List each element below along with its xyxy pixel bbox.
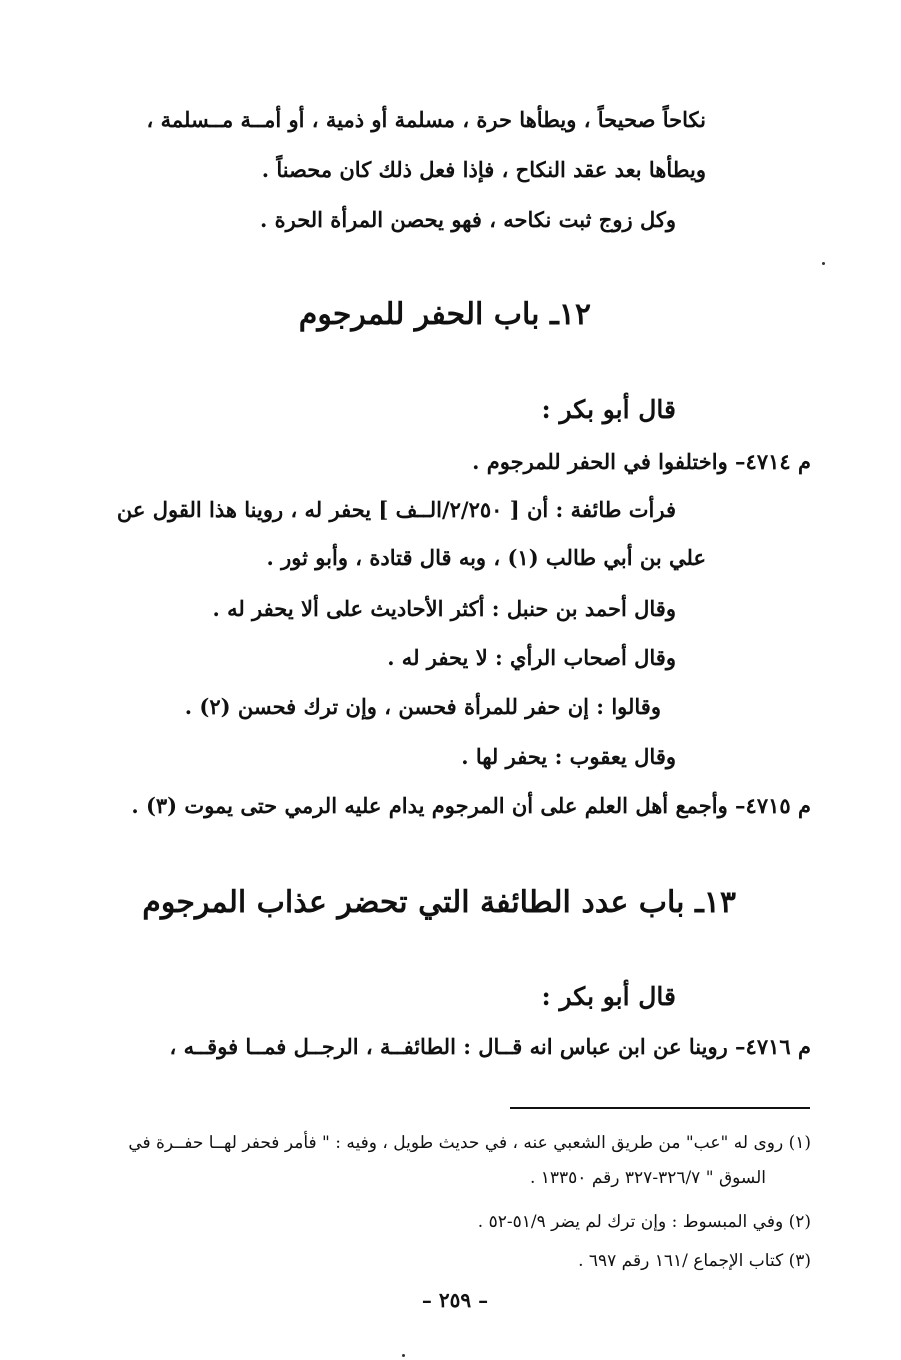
s12-line-5: وقال أصحاب الرأي : لا يحفر له .: [387, 645, 676, 670]
speaker-label-13: قال أبو بكر :: [541, 982, 676, 1011]
footnote-2: (٢) وفي المبسوط : وإن ترك لم يضر ٥١/٩-٥٢ .: [477, 1212, 811, 1232]
footnote-1-line-1: (١) روى له "عب" من طريق الشعبي عنه ، في حديث طويل ، وفيه : " فأمر فحفر لهــا حفــرة في: [128, 1133, 811, 1153]
s12-line-4: وقال أحمد بن حنبل : أكثر الأحاديث على ألا يحفر له .: [212, 596, 676, 621]
scan-speck: [822, 262, 825, 265]
section-heading-13: ١٣ـ باب عدد الطائفة التي تحضر عذاب المرجوم: [142, 885, 736, 920]
body-line-3: وكل زوج ثبت نكاحه ، فهو يحصن المرأة الحرة .: [260, 207, 676, 232]
s13-line-1: م ٤٧١٦– روينا عن ابن عباس انه قــال : الطائفــة ، الرجــل فمــا فوقــه ،: [169, 1034, 811, 1059]
footnote-separator: [510, 1107, 810, 1109]
footnote-3: (٣) كتاب الإجماع /١٦١ رقم ٦٩٧ .: [578, 1251, 811, 1271]
s12-line-1: م ٤٧١٤– واختلفوا في الحفر للمرجوم .: [472, 449, 811, 474]
s12-line-3: علي بن أبي طالب (١) ، وبه قال قتادة ، وأبو ثور .: [266, 545, 706, 570]
speaker-label-12: قال أبو بكر :: [541, 395, 676, 424]
footnote-1-line-2: السوق " ٣٢٦/٧-٣٢٧ رقم ١٣٣٥٠ .: [529, 1168, 766, 1188]
s12-line-2: فرأت طائفة : أن [ ٢/٢٥٠/الــف ] يحفر له ، روينا هذا القول عن: [116, 497, 676, 522]
section-heading-12: ١٢ـ باب الحفر للمرجوم: [298, 297, 591, 332]
s12-line-6: وقالوا : إن حفر للمرأة فحسن ، وإن ترك فحسن (٢) .: [184, 694, 661, 719]
s12-line-8: م ٤٧١٥– وأجمع أهل العلم على أن المرجوم يدام عليه الرمي حتى يموت (٣) .: [131, 793, 811, 818]
page-number: – ٢٥٩ –: [421, 1288, 489, 1312]
body-line-1: نكاحاً صحيحاً ، ويطأها حرة ، مسلمة أو ذمية ، أو أمــة مــسلمة ،: [146, 107, 706, 132]
scan-speck: [402, 1354, 405, 1357]
body-line-2: ويطأها بعد عقد النكاح ، فإذا فعل ذلك كان محصناً .: [261, 157, 706, 182]
s12-line-7: وقال يعقوب : يحفر لها .: [461, 744, 676, 769]
